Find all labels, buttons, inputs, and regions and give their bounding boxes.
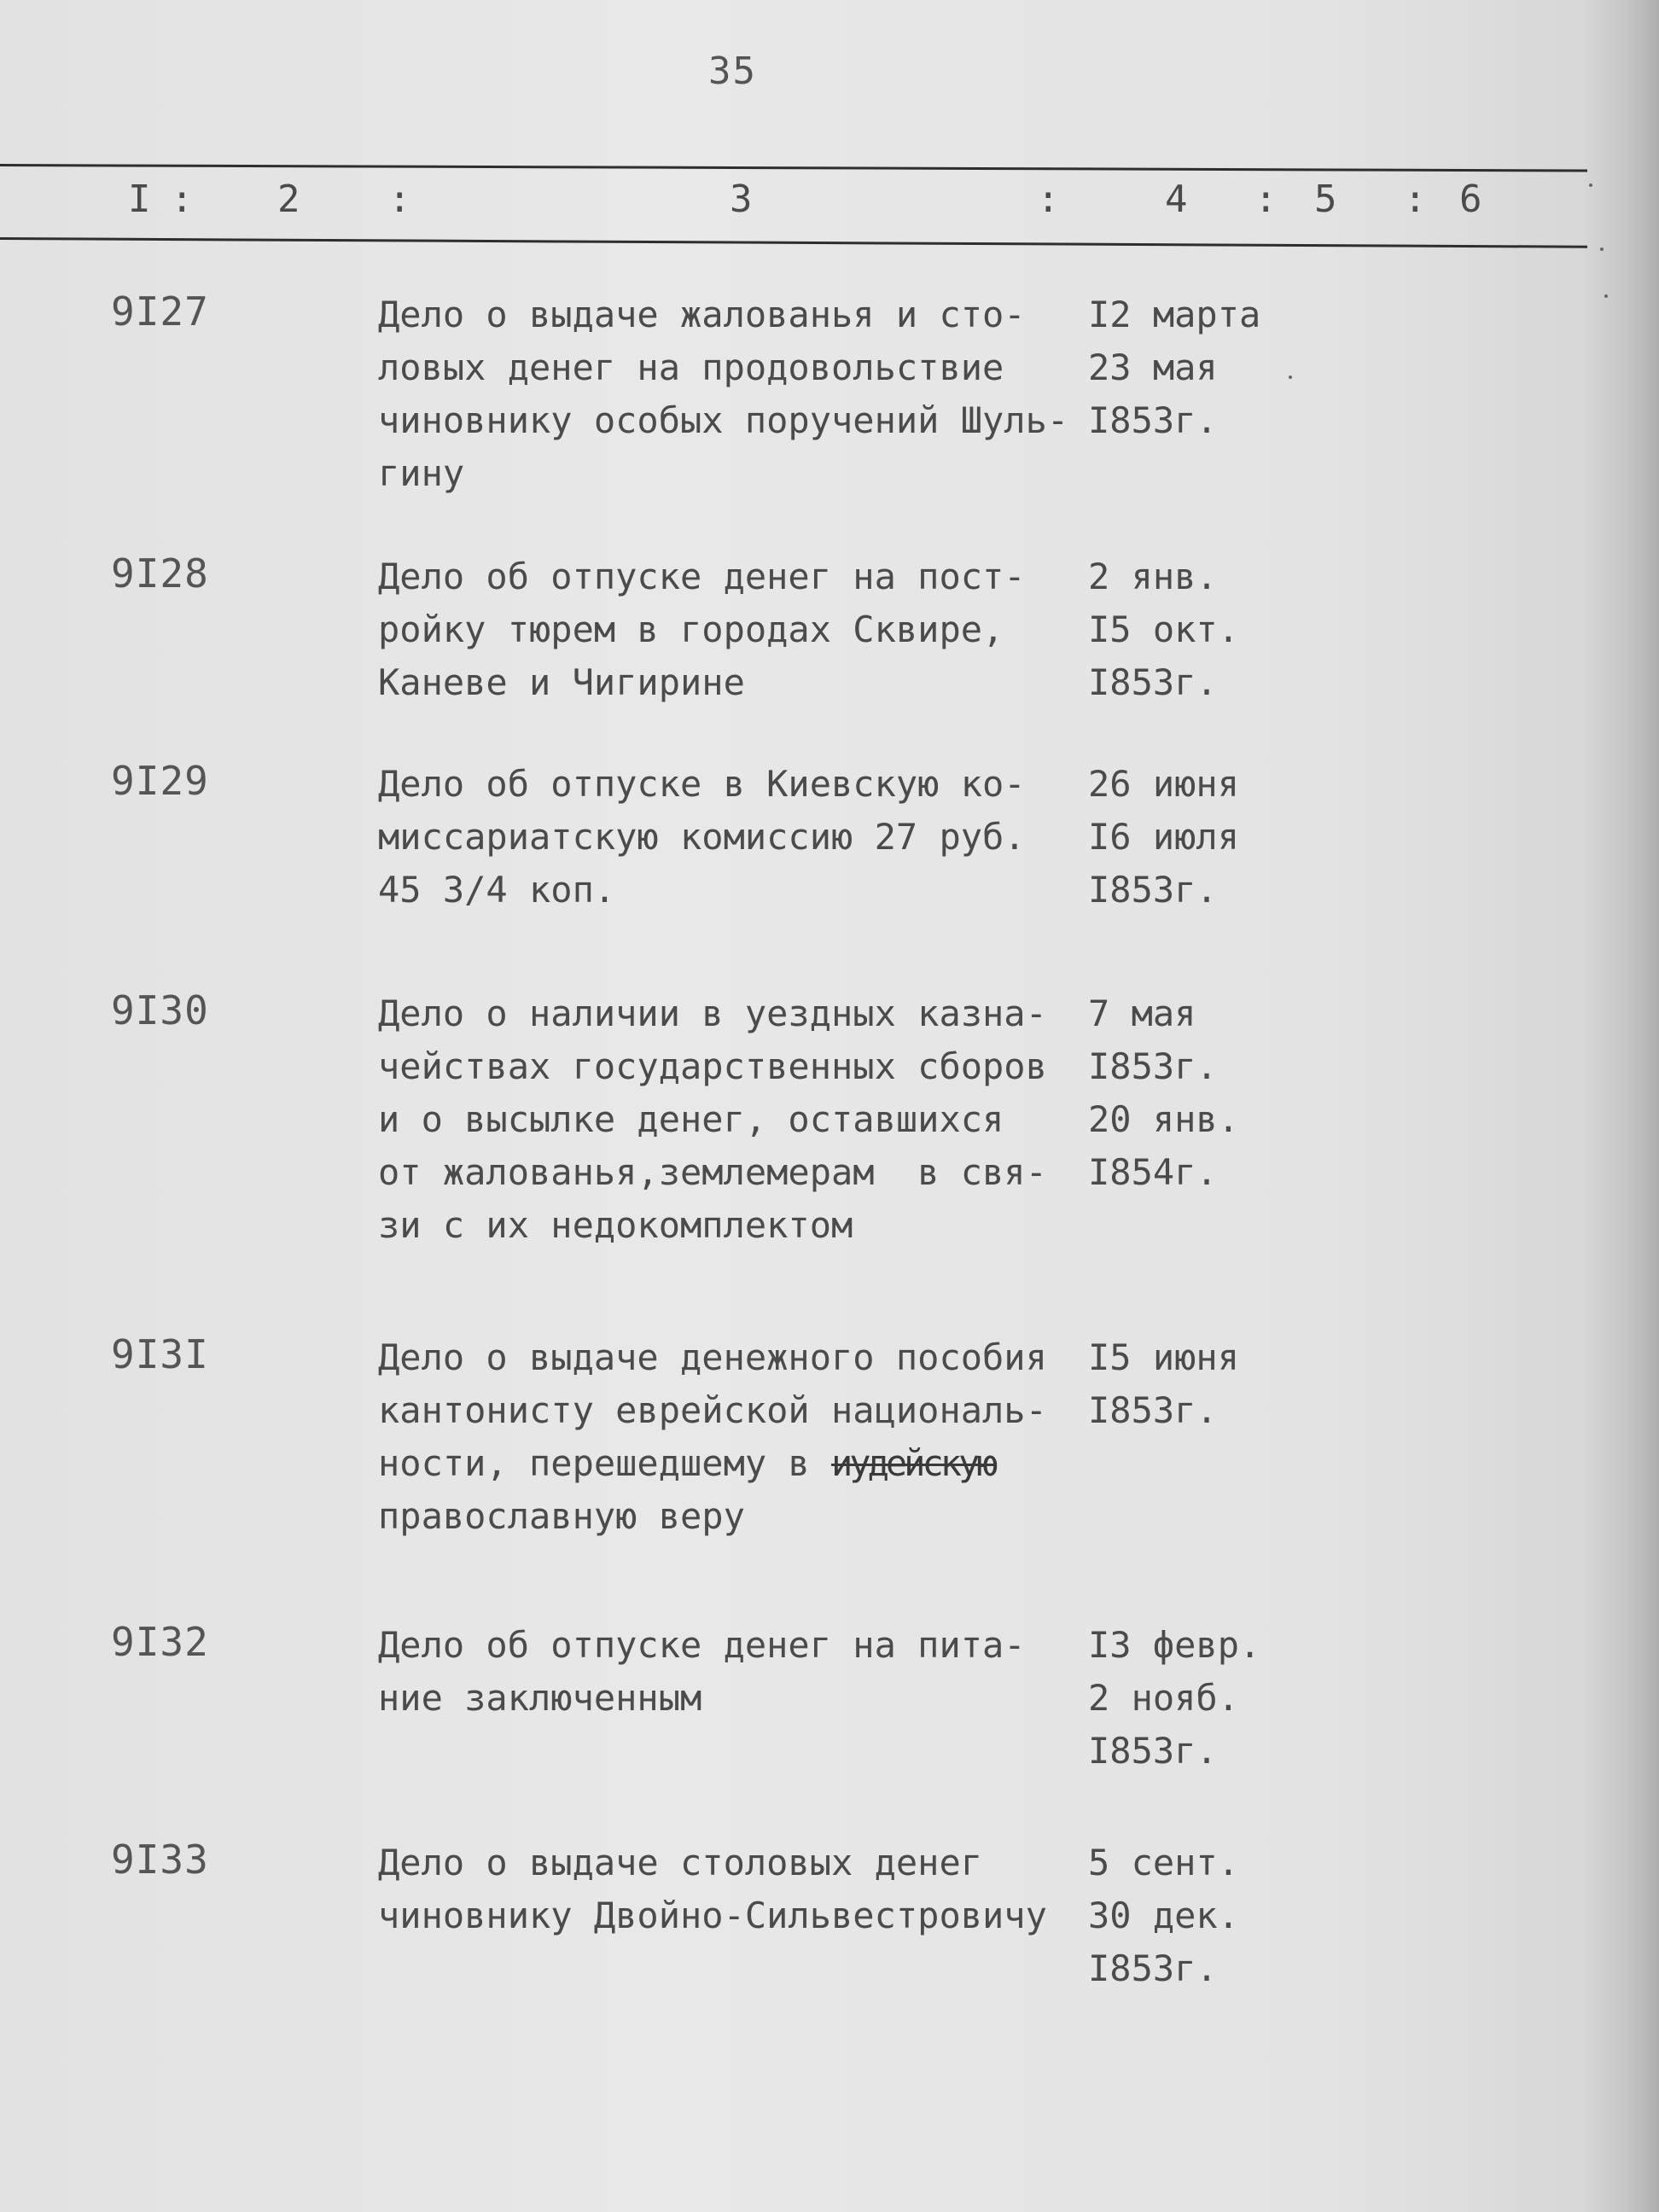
- description-line: Дело об отпуске денег на пост-: [378, 556, 1026, 597]
- col-sep: :: [1254, 178, 1278, 221]
- description-line: ние заключенным: [378, 1677, 702, 1719]
- date-line: I853г.: [1088, 1045, 1218, 1087]
- struck-out-word: иудейскую: [831, 1442, 995, 1484]
- entry-description: [378, 1837, 1078, 1942]
- date-line: I2 марта: [1088, 294, 1261, 335]
- description-line: от жалованья,землемерам в свя-: [378, 1151, 1047, 1193]
- date-line: I853г.: [1088, 869, 1218, 911]
- col-header-6: 6: [1459, 178, 1482, 221]
- date-line: I854г.: [1088, 1151, 1218, 1193]
- entry-number: 9I27: [111, 288, 209, 335]
- entry-number: 9I32: [111, 1619, 209, 1665]
- date-line: 20 янв.: [1088, 1098, 1240, 1140]
- entry-dates: [1088, 987, 1344, 1199]
- entry-number: 9I28: [111, 550, 209, 597]
- date-line: I853г.: [1088, 1947, 1218, 1989]
- col-sep: :: [1404, 178, 1427, 221]
- entry-number: 9I3I: [111, 1331, 209, 1377]
- col-header-3: 3: [730, 178, 753, 221]
- description-line: чиновнику Двойно-Сильвестровичу: [378, 1895, 1047, 1936]
- date-line: I6 июля: [1088, 816, 1240, 858]
- col-header-4: 4: [1165, 178, 1188, 221]
- date-line: I853г.: [1088, 1389, 1218, 1431]
- date-line: 30 дек.: [1088, 1895, 1240, 1936]
- description-line: ловых денег на продовольствие: [378, 346, 1004, 388]
- date-line: 26 июня: [1088, 763, 1240, 805]
- paper-speck: [1604, 294, 1608, 298]
- entry-dates: [1088, 550, 1344, 709]
- entry-description: [378, 550, 1078, 709]
- description-line: православную веру: [378, 1495, 745, 1537]
- entry-description: [378, 758, 1078, 917]
- description-line: кантонисту еврейской националь-: [378, 1389, 1047, 1431]
- date-line: I5 июня: [1088, 1336, 1240, 1378]
- date-line: 2 нояб.: [1088, 1677, 1240, 1719]
- description-line: Дело об отпуске денег на пита-: [378, 1624, 1026, 1666]
- entry-description: [378, 1619, 1078, 1725]
- entry-description: [378, 1331, 1078, 1543]
- date-line: I3 февр.: [1088, 1624, 1261, 1666]
- date-line: 5 сент.: [1088, 1842, 1240, 1883]
- description-line: [378, 1437, 1078, 1490]
- date-line: 23 мая: [1088, 346, 1218, 388]
- page-number: 35: [708, 49, 757, 93]
- col-header-2: 2: [277, 178, 300, 221]
- description-line: Дело о выдаче столовых денег: [378, 1842, 983, 1883]
- date-line: I5 окт.: [1088, 608, 1240, 650]
- description-line: Дело о выдаче денежного пособия: [378, 1336, 1047, 1378]
- entry-number: 9I33: [111, 1837, 209, 1883]
- col-sep: :: [1037, 178, 1060, 221]
- header-rule-bottom: [0, 237, 1587, 248]
- col-header-5: 5: [1314, 178, 1337, 221]
- date-line: I853г.: [1088, 661, 1218, 703]
- date-line: I853г.: [1088, 1730, 1218, 1772]
- description-line: чиновнику особых поручений Шуль-: [378, 399, 1069, 441]
- entry-dates: [1088, 758, 1344, 917]
- date-line: 2 янв.: [1088, 556, 1218, 597]
- description-line: миссариатскую комиссию 27 руб.: [378, 816, 1026, 858]
- description-line: ройку тюрем в городах Сквире,: [378, 608, 1004, 650]
- description-text: ности, перешедшему в: [378, 1442, 832, 1484]
- entry-dates: [1088, 1837, 1344, 1995]
- entry-description: [378, 987, 1078, 1252]
- entry-dates: [1088, 288, 1344, 447]
- paper-speck: [1589, 183, 1592, 187]
- entry-number: 9I29: [111, 758, 209, 804]
- page-edge-shadow: [1582, 0, 1659, 2212]
- description-line: Дело об отпуске в Киевскую ко-: [378, 763, 1026, 805]
- date-line: 7 мая: [1088, 992, 1196, 1034]
- description-line: Каневе и Чигирине: [378, 661, 745, 703]
- header-rule-top: [0, 164, 1587, 172]
- date-line: I853г.: [1088, 399, 1218, 441]
- description-line: и о высылке денег, оставшихся: [378, 1098, 1004, 1140]
- entry-description: [378, 288, 1078, 500]
- description-line: Дело о выдаче жалованья и сто-: [378, 294, 1026, 335]
- description-line: зи с их недокомплектом: [378, 1204, 853, 1246]
- col-sep: :: [171, 178, 194, 221]
- entry-dates: [1088, 1619, 1344, 1778]
- col-sep: :: [388, 178, 411, 221]
- paper-speck: [1289, 375, 1292, 379]
- description-line: Дело о наличии в уездных казна-: [378, 992, 1047, 1034]
- description-line: гину: [378, 452, 465, 494]
- description-line: 45 3/4 коп.: [378, 869, 616, 911]
- description-line: чействах государственных сборов: [378, 1045, 1047, 1087]
- entry-dates: [1088, 1331, 1344, 1437]
- col-header-1: I: [128, 178, 151, 221]
- paper-speck: [1600, 247, 1604, 251]
- entry-number: 9I30: [111, 987, 209, 1033]
